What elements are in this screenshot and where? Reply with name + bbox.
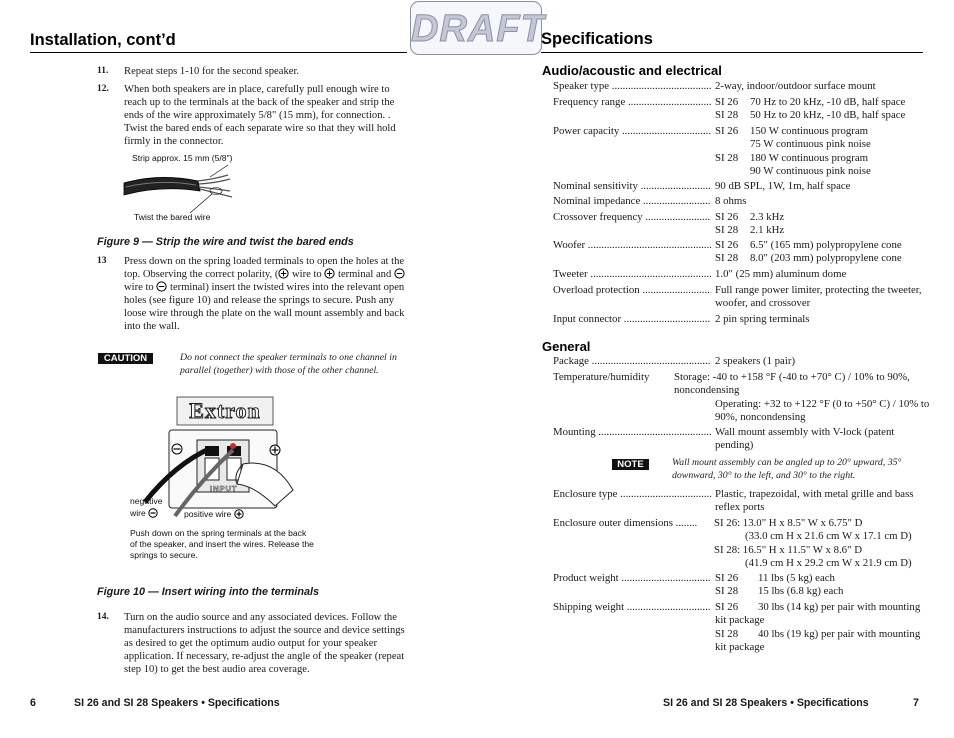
note-badge: NOTE — [612, 459, 649, 470]
spec-label-mounting: Mounting ..... — [553, 426, 711, 439]
spec-value-shipping-weight — [715, 601, 930, 655]
power-si28-program: 180 W continuous program — [750, 151, 869, 164]
spec-value-enclosure-dimensions — [714, 517, 926, 571]
woofer-si26-value: 6.5" (165 mm) polypropylene cone — [750, 239, 902, 251]
spec-label-input-connector: Input connector ..... — [553, 313, 711, 326]
spec-label-crossover-frequency: Crossover frequency ..... — [553, 211, 711, 224]
temperature-storage-text: Storage: -40 to +158 °F (-40 to +70° C) / 10% to 90%, noncondensing — [674, 371, 910, 397]
plus-circle-icon — [324, 268, 335, 279]
spec-value-frequency-range — [715, 96, 930, 123]
spec-label-nominal-sensitivity: Nominal sensitivity ..... — [553, 180, 711, 193]
weight-row-si26 — [715, 572, 930, 585]
step-14-text: Turn on the audio source and any associated devices. Follow the manufacturers instructions to adjust the source and device settings as desired to get the optimum audio output for your speaker application. If necessary, re-adjust the angle of the speaker (repeat step 10) to get the best audio area coverage. — [124, 612, 405, 676]
spec-label-frequency-range: Frequency range ..... — [553, 96, 711, 109]
woofer-row-si28 — [715, 252, 930, 265]
left-footer-text: SI 26 and SI 28 Speakers • Specifications — [74, 697, 280, 709]
spec-value-nominal-sensitivity: 90 dB SPL, 1W, 1m, half space — [715, 180, 851, 192]
step-13-number: 13 — [97, 256, 107, 266]
model-label: SI 26 — [715, 572, 739, 584]
crossover-row-si26 — [715, 211, 930, 224]
weight-row-si28 — [715, 585, 930, 598]
caution-badge: CAUTION — [98, 353, 153, 364]
shipping-row-si26 — [715, 601, 930, 628]
spec-value-overload-protection: Full range power limiter, protecting the tweeter, woofer, and crossover — [715, 284, 922, 310]
step-12-text: When both speakers are in place, carefully pull enough wire to reach up to the terminals at the back of the speaker and strip the ends of the wire approximately 5/8" (15 mm), for connection. . Twist the bared ends of each separate wire so that they will hold firmly in the connector. — [124, 84, 396, 148]
model-label: SI 28 — [715, 224, 739, 237]
right-page-title: Specifications — [541, 30, 653, 48]
enclosure-si28-inches: SI 28: 16.5" H x 11.5" W x 8.6" D — [714, 543, 862, 556]
right-footer-page-number: 7 — [913, 697, 919, 709]
model-label: SI 28 — [715, 151, 739, 164]
general-section-heading: General — [542, 339, 591, 354]
spec-label-shipping-weight: Shipping weight ..... — [553, 601, 711, 614]
spec-label-product-weight: Product weight ..... — [553, 572, 711, 585]
caution-text: Do not connect the speaker terminals to one channel in parallel (together) with those of the other channel. — [180, 352, 397, 376]
negative-label-text: negative wire — [130, 496, 163, 518]
woofer-row-si26 — [715, 239, 930, 252]
spec-label-speaker-type: Speaker type ..... — [553, 80, 711, 93]
audio-section-heading: Audio/acoustic and electrical — [542, 63, 722, 78]
model-label: SI 26 — [715, 601, 739, 613]
spec-value-speaker-type: 2-way, indoor/outdoor surface mount — [715, 80, 876, 92]
shipping-si28-value: 40 lbs (19 kg) per pair with mounting kit package — [715, 627, 921, 654]
model-label: SI 28 — [715, 109, 739, 122]
enclosure-si26-inches: SI 26: 13.0" H x 8.5" W x 6.75" D — [714, 517, 863, 529]
step-13-text — [124, 255, 409, 334]
model-label: SI 28 — [715, 585, 739, 598]
spec-value-temperature-storage — [674, 371, 926, 398]
woofer-si28-value: 8.0" (203 mm) polypropylene cone — [750, 252, 902, 265]
draft-watermark — [410, 1, 545, 55]
spec-label-package: Package ..... — [553, 355, 711, 368]
step-12 — [97, 83, 409, 148]
minus-circle-icon — [394, 268, 405, 279]
plus-circle-icon — [234, 509, 244, 519]
left-page-title: Installation, cont’d — [30, 31, 176, 49]
crossover-row-si28 — [715, 224, 930, 237]
crossover-si28-value: 2.1 kHz — [750, 224, 785, 237]
figure10-positive-label — [184, 509, 244, 520]
spec-value-mounting: Wall mount assembly with V-lock (patent pending) — [715, 426, 895, 452]
plus-circle-icon — [278, 268, 289, 279]
enclosure-si26-cm: (33.0 cm H x 21.6 cm W x 17.1 cm D) — [745, 530, 912, 543]
minus-circle-icon — [156, 281, 167, 292]
step-13-text-part5: terminal) insert the twisted wires into the relevant open holes (see figure 10) and release the springs to secure. Push any loose wire through the plate on the wall mount assembly and back into the wall. — [124, 282, 405, 333]
left-footer-page-number: 6 — [30, 697, 36, 709]
power-si26-pink: 75 W continuous pink noise — [750, 138, 871, 151]
model-label: SI 26 — [715, 125, 739, 137]
figure10-input-label: INPUT — [210, 484, 238, 493]
freq-si28-value: 50 Hz to 20 kHz, -10 dB, half space — [750, 109, 906, 122]
figure9-strip-label: Strip approx. 15 mm (5/8") — [132, 153, 233, 163]
spec-value-nominal-impedance: 8 ohms — [715, 195, 747, 207]
spec-value-crossover-frequency — [715, 211, 930, 238]
spec-value-enclosure-type: Plastic, trapezoidal, with metal grille and bass reflex ports — [715, 488, 914, 514]
minus-circle-icon — [148, 508, 158, 518]
right-footer-text: SI 26 and SI 28 Speakers • Specifications — [663, 697, 869, 709]
positive-label-text: positive wire — [184, 509, 232, 519]
freq-row-si26 — [715, 96, 930, 109]
figure9-caption: Figure 9 — Strip the wire and twist the bared ends — [97, 236, 354, 248]
spec-label-woofer: Woofer ..... — [553, 239, 711, 252]
draft-watermark-text: DRAFT — [411, 8, 545, 50]
step-13 — [97, 255, 409, 334]
figure10-caption: Figure 10 — Insert wiring into the terminals — [97, 586, 319, 598]
spec-label-temperature: Temperature/humidity — [553, 371, 650, 383]
freq-row-si28 — [715, 109, 930, 122]
enclosure-si28-cm: (41.9 cm H x 29.2 cm W x 21.9 cm D) — [745, 557, 912, 570]
figure10-description: Push down on the spring terminals at the back of the speaker, and insert the wires. Release the springs to secure. — [130, 528, 314, 560]
power-row-si26 — [715, 125, 930, 138]
spec-label-enclosure-dimensions: Enclosure outer dimensions ........ — [553, 517, 698, 529]
step-11-text: Repeat steps 1-10 for the second speaker. — [124, 66, 300, 77]
figure10-brand-logo: Extron — [189, 398, 261, 423]
step-13-text-part1: Press down on the spring loaded terminals to open the holes at the top. Observing the correct polarity, ( — [124, 256, 405, 281]
model-label: SI 28 — [715, 627, 739, 640]
step-14 — [97, 611, 409, 676]
spec-value-product-weight — [715, 572, 930, 599]
right-title-rule — [541, 52, 923, 53]
left-title-rule — [30, 52, 407, 53]
spec-label-overload-protection: Overload protection ..... — [553, 284, 711, 297]
spec-label-power-capacity: Power capacity ..... — [553, 125, 711, 138]
figure9-wire-illustration — [120, 163, 240, 215]
figure10-negative-label — [130, 495, 174, 519]
step-13-text-part2: wire to — [289, 269, 325, 281]
spec-value-temperature-operating: Operating: +32 to +122 °F (0 to +50° C) / 10% to 90%, noncondensing — [715, 398, 930, 424]
model-label: SI 26 — [715, 211, 739, 223]
spec-value-tweeter: 1.0" (25 mm) aluminum dome — [715, 268, 847, 280]
note-text: Wall mount assembly can be angled up to 20° upward, 35° downward, 30° to the left, and 30° to the right. — [672, 457, 902, 481]
weight-si26-value: 11 lbs (5 kg) each — [758, 572, 835, 584]
spec-value-package: 2 speakers (1 pair) — [715, 355, 796, 367]
step-14-number: 14. — [97, 612, 109, 622]
model-label: SI 26 — [715, 96, 739, 108]
step-11 — [97, 65, 409, 78]
step-11-number: 11. — [97, 66, 109, 76]
spec-value-input-connector: 2 pin spring terminals — [715, 313, 810, 325]
power-row-si28 — [715, 152, 930, 165]
step-13-text-part4: wire to — [124, 282, 157, 294]
power-si28-pink: 90 W continuous pink noise — [750, 165, 871, 178]
spec-value-power-capacity — [715, 125, 930, 179]
figure9-twist-label: Twist the bared wire — [134, 212, 211, 222]
crossover-si26-value: 2.3 kHz — [750, 211, 785, 223]
step-12-number: 12. — [97, 84, 109, 94]
enclosure-dims-label-text: Enclosure outer dimensions — [553, 517, 673, 529]
step-13-text-part3: terminal and — [335, 269, 394, 281]
model-label: SI 28 — [715, 252, 739, 265]
shipping-row-si28 — [715, 628, 930, 655]
freq-si26-value: 70 Hz to 20 kHz, -10 dB, half space — [750, 96, 906, 108]
spec-label-nominal-impedance: Nominal impedance ..... — [553, 195, 711, 208]
spec-value-woofer — [715, 239, 930, 266]
power-si26-program: 150 W continuous program — [750, 125, 869, 137]
weight-si28-value: 15 lbs (6.8 kg) each — [758, 585, 844, 598]
spec-label-tweeter: Tweeter ..... — [553, 268, 711, 281]
model-label: SI 26 — [715, 239, 739, 251]
shipping-si26-value: 30 lbs (14 kg) per pair with mounting kit package — [715, 601, 921, 627]
spec-label-enclosure-type: Enclosure type ..... — [553, 488, 711, 501]
